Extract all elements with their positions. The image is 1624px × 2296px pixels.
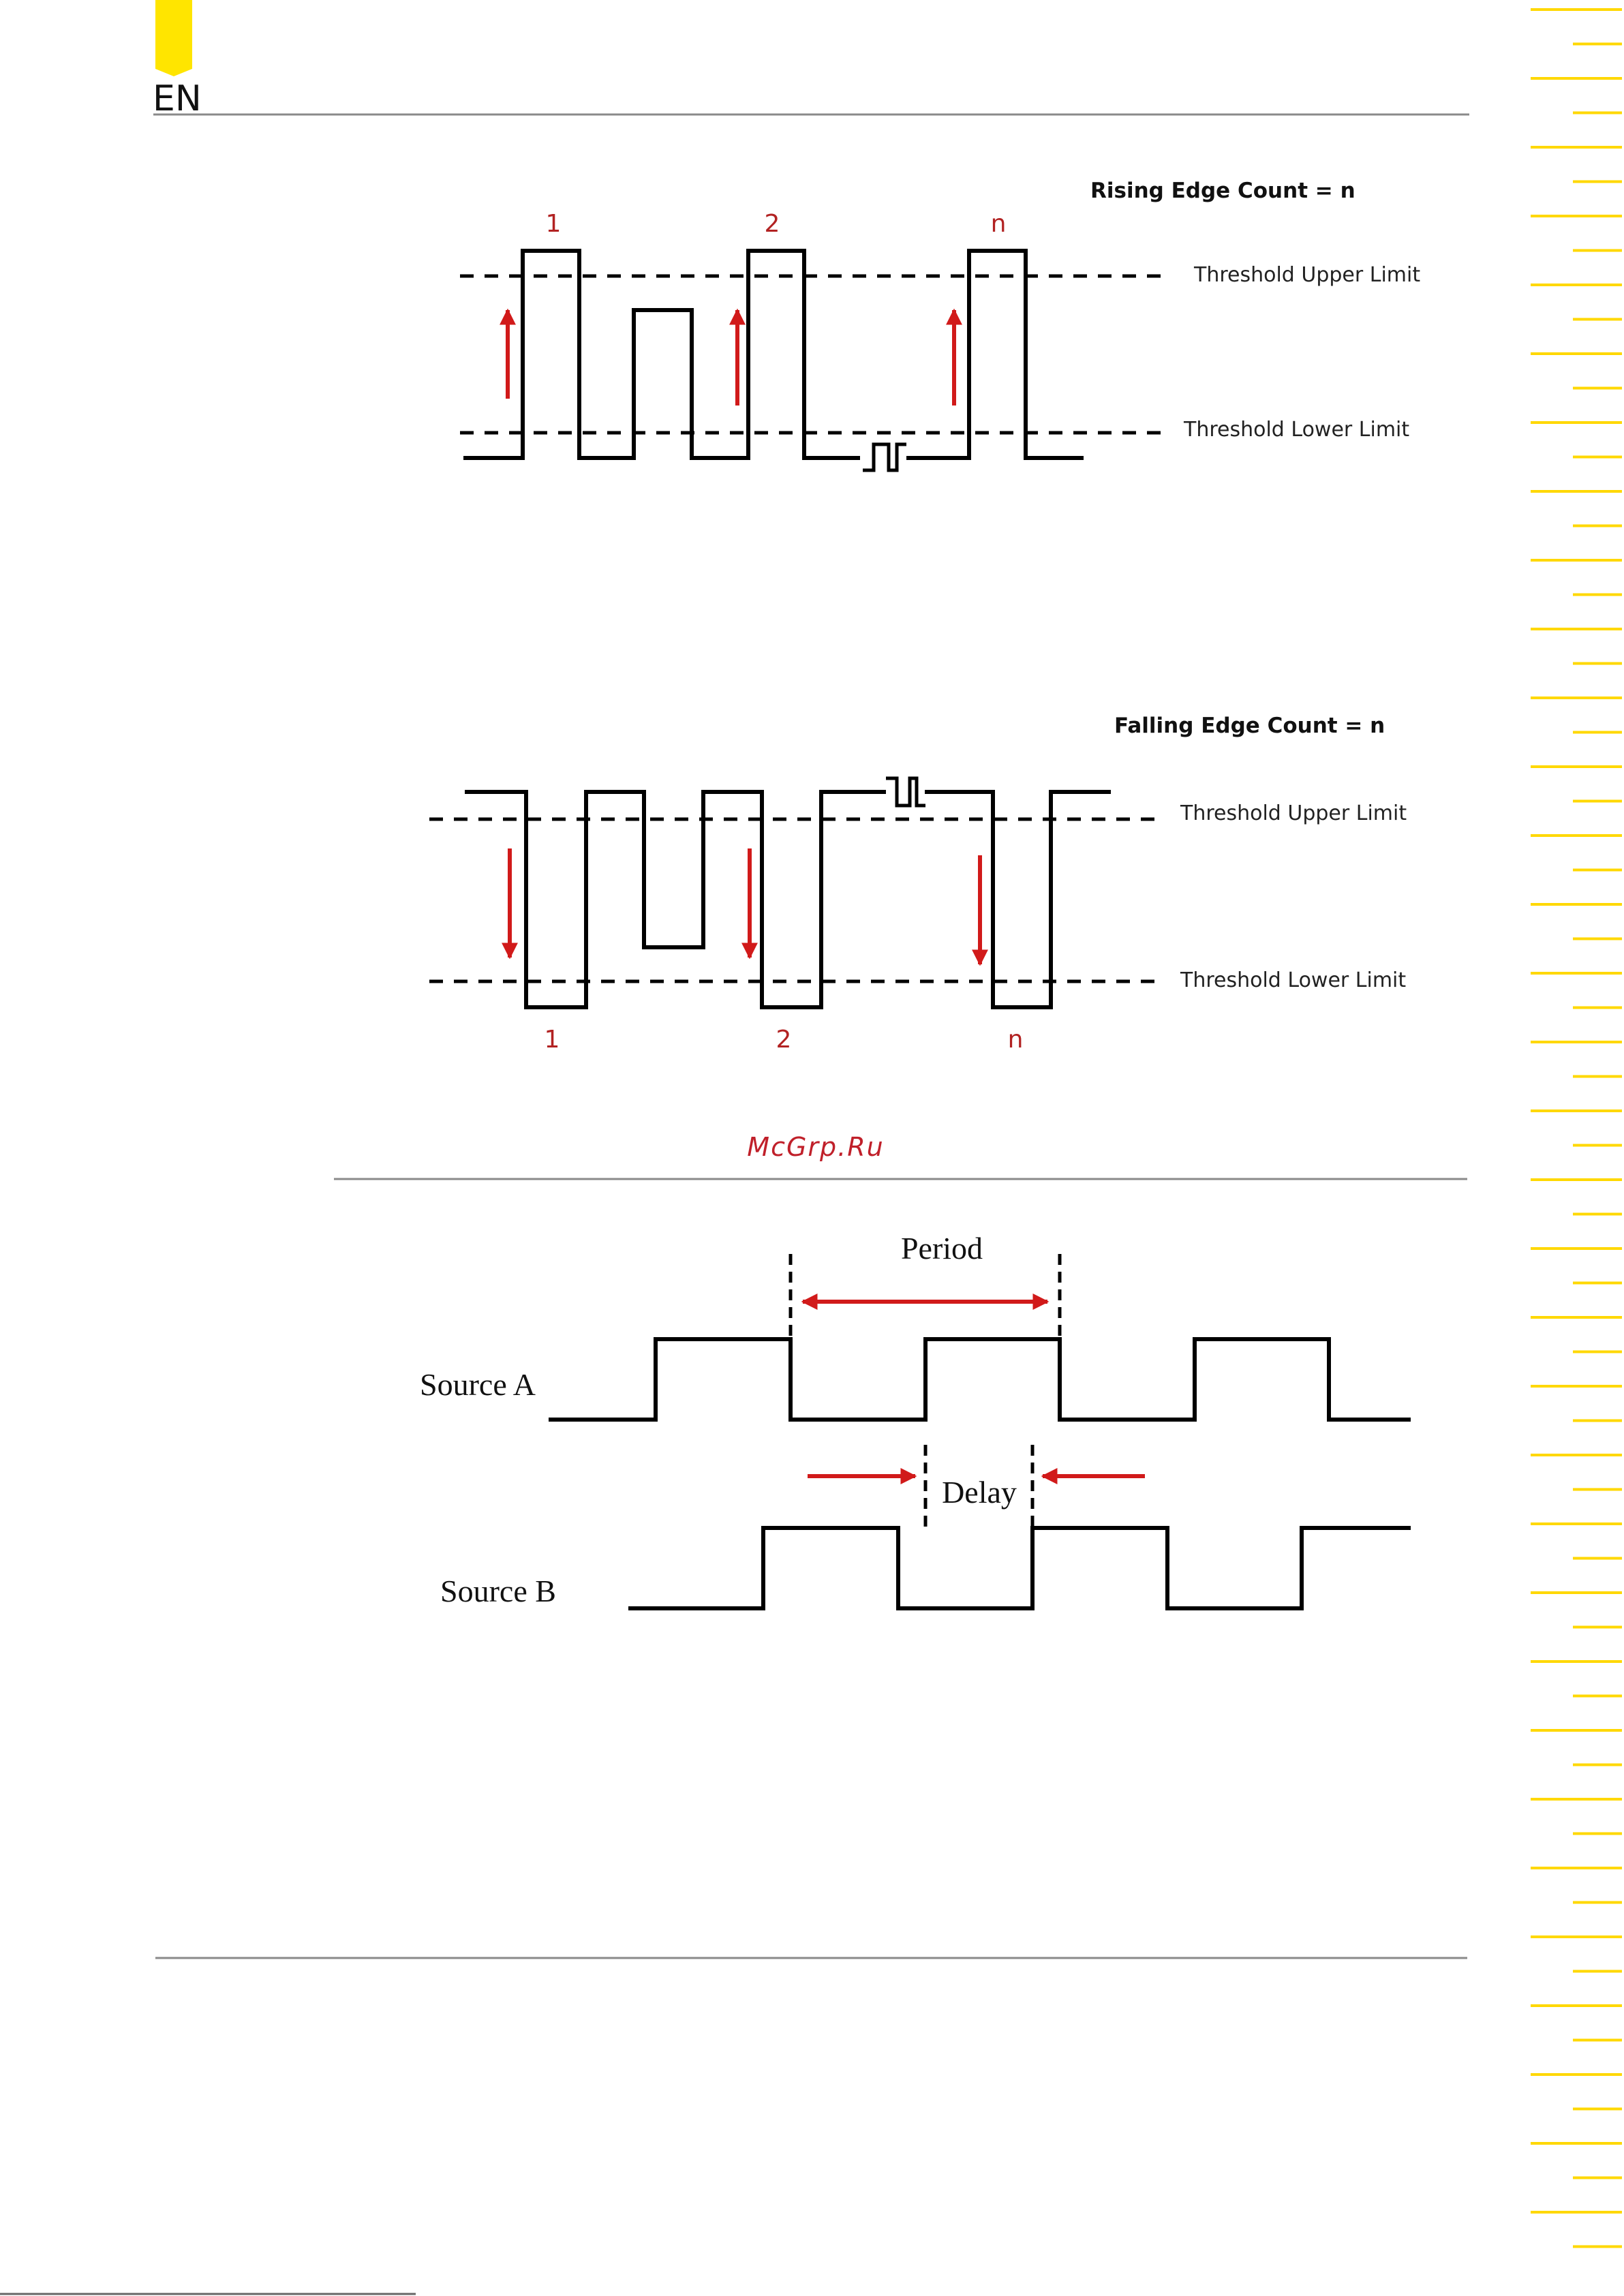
language-tab <box>155 0 192 76</box>
falling-signal-trace <box>465 792 886 1007</box>
watermark-text: McGrp.Ru <box>747 1132 885 1162</box>
rising-pulse-label-1: 1 <box>545 210 562 238</box>
source-b-waveform <box>628 1528 1411 1608</box>
rising-pulse-label-2: 2 <box>764 210 780 238</box>
falling-break-symbol <box>886 778 925 806</box>
rising-lower-label: Threshold Lower Limit <box>1184 418 1410 442</box>
rising-title: Rising Edge Count = n <box>1090 179 1355 203</box>
page-header <box>153 0 1469 119</box>
source-a-waveform <box>549 1339 1411 1420</box>
rising-break-symbol <box>863 444 906 470</box>
falling-pulse-label-2: 2 <box>776 1026 792 1054</box>
source-a-label: Source A <box>420 1367 536 1402</box>
source-b-label: Source B <box>440 1574 556 1608</box>
falling-pulse-label-n: n <box>1007 1026 1024 1054</box>
rising-signal-trace <box>463 251 860 458</box>
falling-pulse-label-1: 1 <box>544 1026 560 1054</box>
delay-label: Delay <box>942 1475 1017 1510</box>
falling-lower-label: Threshold Lower Limit <box>1180 968 1407 992</box>
falling-title: Falling Edge Count = n <box>1114 714 1385 738</box>
falling-edge-diagram <box>429 714 1407 1054</box>
falling-upper-label: Threshold Upper Limit <box>1180 801 1407 825</box>
period-delay-diagram <box>420 1231 1411 1608</box>
rising-edge-diagram <box>460 179 1420 470</box>
edge-tick-strip <box>1531 10 1622 2247</box>
language-label: EN <box>153 78 202 119</box>
falling-signal-trace-end <box>925 792 1111 1007</box>
rising-signal-trace-end <box>906 251 1084 458</box>
period-label: Period <box>900 1231 983 1266</box>
rising-pulse-label-n: n <box>990 210 1007 238</box>
rising-upper-label: Threshold Upper Limit <box>1194 263 1421 287</box>
